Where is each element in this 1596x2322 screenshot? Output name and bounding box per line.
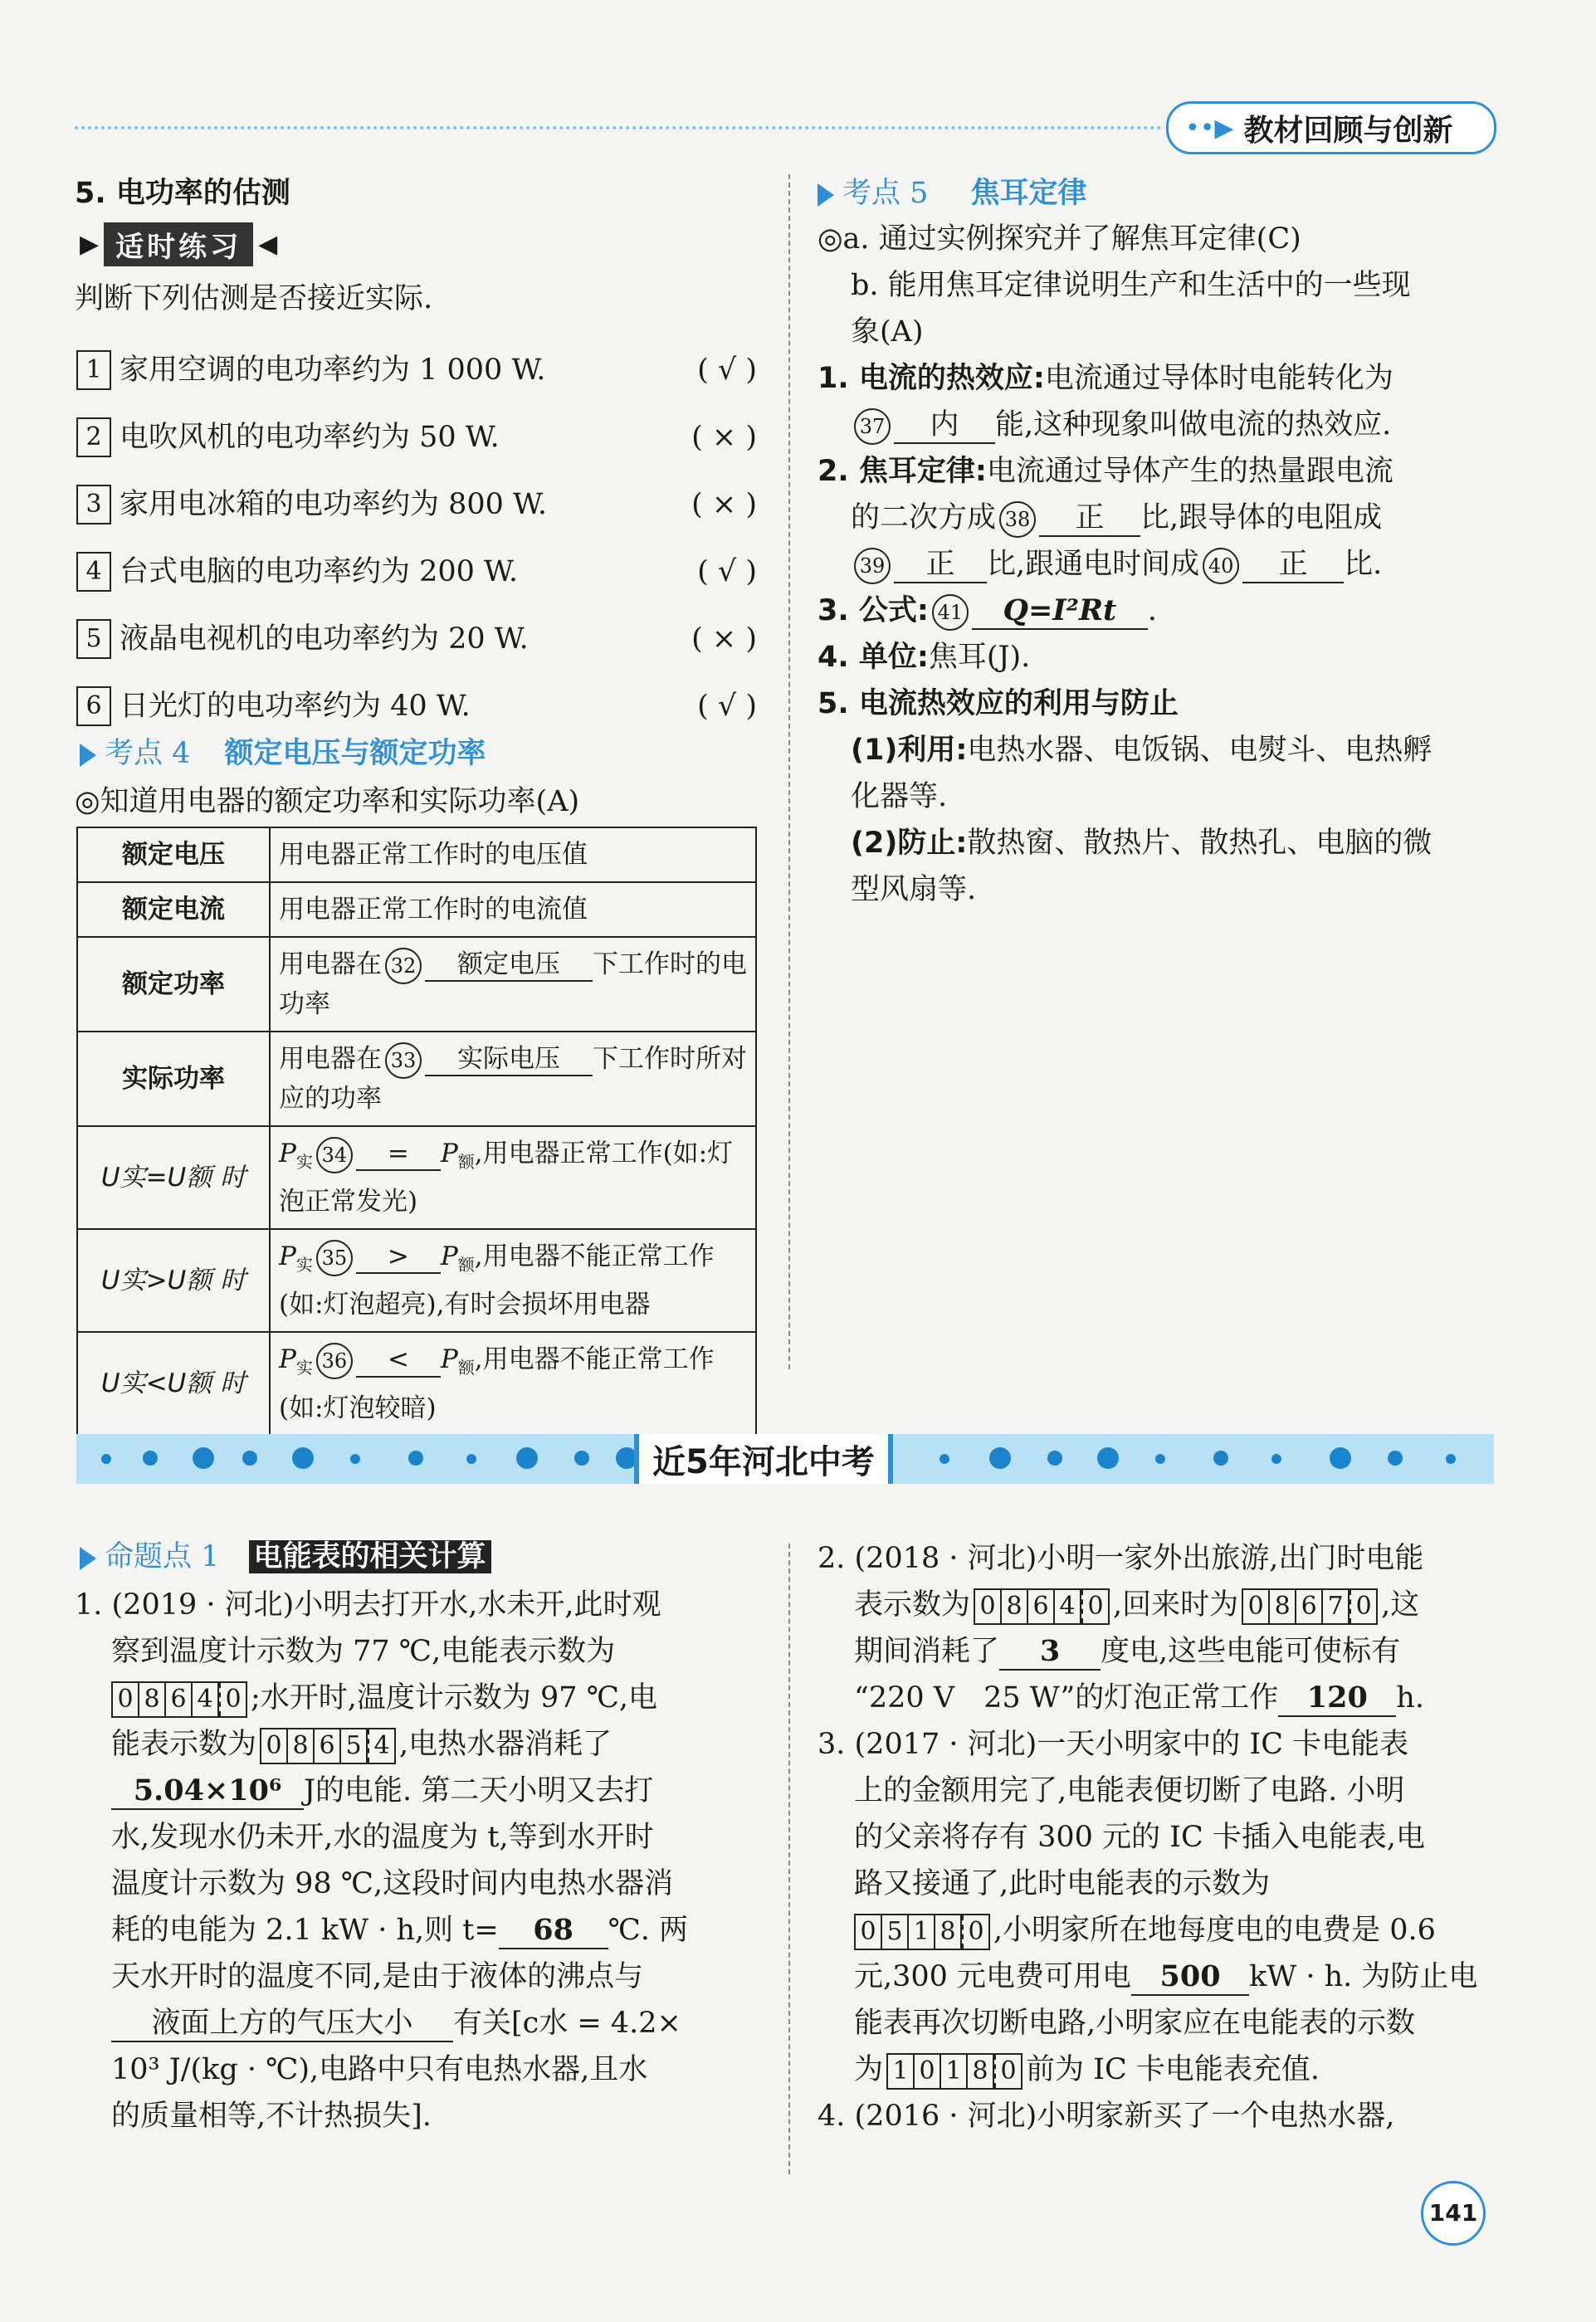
q1-line bbox=[75, 2000, 755, 2046]
p5-use bbox=[851, 727, 1432, 773]
list-item bbox=[76, 471, 757, 538]
p5-use-label: (1)利用: bbox=[851, 734, 968, 767]
q2-line bbox=[818, 1675, 1498, 1721]
kp5-goal-a: ◎a. 通过实例探究并了解焦耳定律(C) bbox=[818, 222, 1301, 256]
item-text: 家用空调的电功率约为 1 000 W. bbox=[120, 353, 546, 387]
table-cell: 用电器正常工作时的电压值 bbox=[270, 827, 756, 882]
q2-text: 期间消耗了 bbox=[854, 1635, 1000, 1668]
q3-line bbox=[818, 2046, 1498, 2093]
kp4-heading bbox=[80, 730, 486, 777]
kp5-triangle-icon bbox=[818, 183, 834, 207]
p3-line: 3. 公式: 41 Q=I²Rt . bbox=[818, 588, 1157, 634]
answer-blank: 120 bbox=[1278, 1681, 1396, 1717]
column-divider-top bbox=[788, 174, 790, 1369]
p1-label: 1. 电流的热效应: bbox=[818, 362, 1045, 395]
banner-dot bbox=[1155, 1454, 1165, 1464]
answer-blank: 内 bbox=[894, 407, 995, 444]
p2-text: 电流通过导体产生的热量跟电流 bbox=[986, 455, 1393, 488]
q3-text: ,小明家所在地每度电的电费是 0.6 bbox=[993, 1914, 1436, 1947]
p2-mid: 比,跟通电时间成 bbox=[987, 548, 1200, 581]
q3-text: 前为 IC 卡电能表充值. bbox=[1026, 2053, 1320, 2086]
kp5-label: 考点 5 bbox=[842, 177, 929, 210]
meter-reading: 0 8 6 5 4 bbox=[260, 1728, 396, 1764]
table-head: 额定电流 bbox=[77, 882, 270, 937]
answer-blank: 正 bbox=[1242, 547, 1344, 583]
item-text: 电吹风机的电功率约为 50 W. bbox=[120, 420, 500, 454]
item-number: 3 bbox=[76, 485, 111, 524]
kp4-goal: ◎知道用电器的额定功率和实际功率(A) bbox=[75, 785, 580, 818]
table-row bbox=[77, 1229, 756, 1332]
table-row bbox=[77, 1032, 756, 1126]
q1-line bbox=[75, 1768, 755, 1814]
banner-dot bbox=[1271, 1454, 1281, 1464]
list-item bbox=[76, 672, 757, 739]
q1-text: ℃. 两 bbox=[608, 1914, 689, 1947]
p5-use-2: 化器等. bbox=[851, 780, 948, 813]
q1-line: 1. (2019 · 河北)小明去打开水,水未开,此时观 bbox=[75, 1588, 661, 1622]
answer-blank: 500 bbox=[1131, 1959, 1249, 1996]
list-item bbox=[76, 403, 757, 471]
p4-label: 4. 单位: bbox=[818, 641, 929, 674]
banner-dot bbox=[989, 1447, 1011, 1469]
banner-dot bbox=[940, 1454, 949, 1464]
kp5-goal-b2: 象(A) bbox=[851, 315, 924, 349]
answer-number: 32 bbox=[385, 948, 422, 984]
topic1-title: 电能表的相关计算 bbox=[249, 1540, 491, 1573]
answer-number: 39 bbox=[854, 548, 891, 584]
list-item bbox=[76, 538, 757, 605]
p2-post: 比,跟导体的电阻成 bbox=[1140, 501, 1383, 534]
cell-post: ,用电器不能正常工作(如:灯泡较暗) bbox=[279, 1344, 715, 1423]
answer-blank: 正 bbox=[1039, 500, 1140, 537]
kp5-heading bbox=[818, 170, 1087, 217]
p5-prevent-2: 型风扇等. bbox=[851, 873, 977, 906]
banner-title-box bbox=[634, 1434, 893, 1484]
table-row bbox=[77, 882, 756, 937]
cell-pre: 用电器在 bbox=[279, 1044, 382, 1074]
banner-dot bbox=[1047, 1451, 1062, 1466]
p2-end: 比. bbox=[1344, 548, 1383, 581]
answer-blank: 额定电压 bbox=[425, 949, 593, 982]
answer-blank: 5.04×10⁶ bbox=[111, 1773, 304, 1810]
banner-dot bbox=[1097, 1447, 1119, 1469]
practice-label bbox=[80, 222, 277, 266]
banner-dot bbox=[1213, 1451, 1228, 1466]
item-number: 1 bbox=[76, 350, 111, 390]
answer-number: 36 bbox=[316, 1343, 353, 1379]
answer-blank: < bbox=[356, 1344, 441, 1377]
item-answer: ( × ) bbox=[691, 420, 757, 454]
cell-post: 下工作时所对应的功率 bbox=[279, 1044, 747, 1114]
p2-label: 2. 焦耳定律: bbox=[818, 455, 987, 488]
item-number: 6 bbox=[76, 686, 111, 726]
q1-text: 耗的电能为 2.1 kW · h,则 t= bbox=[111, 1914, 499, 1947]
item-text: 家用电冰箱的电功率约为 800 W. bbox=[120, 487, 548, 521]
answer-blank: 3 bbox=[999, 1634, 1101, 1671]
q2-text: 表示数为 bbox=[854, 1588, 971, 1622]
item-number: 4 bbox=[76, 552, 111, 592]
kp4-title: 额定电压与额定功率 bbox=[224, 737, 486, 770]
list-item bbox=[76, 336, 757, 403]
p2-line1 bbox=[818, 448, 1393, 495]
p2-pre: 的二次方成 bbox=[851, 501, 997, 534]
answer-number: 38 bbox=[999, 501, 1036, 538]
item-text: 台式电脑的电功率约为 200 W. bbox=[120, 554, 519, 588]
kp5-title: 焦耳定律 bbox=[970, 177, 1087, 210]
topic1-heading bbox=[80, 1534, 491, 1580]
table-head: U实=U额 时 bbox=[77, 1126, 270, 1229]
header-arrow-icon: ••▶ bbox=[1185, 113, 1234, 143]
q1-line bbox=[75, 1721, 755, 1768]
s5-title: 5. 电功率的估测 bbox=[75, 177, 290, 210]
p1-line1 bbox=[818, 355, 1393, 402]
q1-line: 的质量相等,不计热损失]. bbox=[111, 2100, 432, 2133]
q2-text: ,这 bbox=[1381, 1588, 1420, 1622]
answer-number: 41 bbox=[932, 594, 969, 631]
meter-reading: 1 0 1 8 0 bbox=[886, 2053, 1023, 2090]
banner-title: 近5年河北中考 bbox=[652, 1442, 875, 1481]
q3-line: 的父亲将存有 300 元的 IC 卡插入电能表,电 bbox=[854, 1821, 1426, 1854]
table-row bbox=[77, 1126, 756, 1229]
practice-prompt: 判断下列估测是否接近实际. bbox=[75, 282, 433, 315]
table-cell: $P_实$ $36 < P_额$,用电器不能正常工作(如:灯泡较暗) bbox=[270, 1332, 756, 1435]
p5-prevent bbox=[851, 820, 1432, 866]
q2-q4-block bbox=[818, 1535, 1498, 2139]
p1-text: 电流通过导体时电能转化为 bbox=[1044, 362, 1393, 395]
banner-dot bbox=[1330, 1447, 1351, 1469]
q3-text: kW · h. 为防止电 bbox=[1249, 1960, 1478, 1993]
p5-title: 5. 电流热效应的利用与防止 bbox=[818, 687, 1179, 720]
banner-dot bbox=[292, 1447, 314, 1469]
q1-text: ,电热水器消耗了 bbox=[399, 1728, 613, 1761]
q1-line: 温度计示数为 98 ℃,这段时间内电热水器消 bbox=[111, 1867, 674, 1900]
banner-dot bbox=[574, 1451, 589, 1466]
p4-text: 焦耳(J). bbox=[928, 641, 1031, 674]
table-cell: 用电器正常工作时的电流值 bbox=[270, 882, 756, 937]
q3-line: 能表再次切断电路,小明家应在电能表的示数 bbox=[854, 2007, 1416, 2040]
p5-prevent-label: (2)防止: bbox=[851, 827, 968, 860]
header-tab bbox=[1166, 101, 1496, 154]
table-head: 额定电压 bbox=[77, 827, 270, 882]
item-answer: ( √ ) bbox=[697, 353, 757, 387]
table-head: U实>U额 时 bbox=[77, 1229, 270, 1332]
p4-line bbox=[818, 634, 1030, 681]
banner-dot bbox=[242, 1451, 257, 1466]
q2-line: 2. (2018 · 河北)小明一家外出旅游,出门时电能 bbox=[818, 1542, 1424, 1575]
q3-line: 路又接通了,此时电能表的示数为 bbox=[854, 1867, 1271, 1900]
topic1-label: 命题点 1 bbox=[105, 1540, 220, 1573]
q1-line: 10³ J/(kg · ℃),电路中只有电热水器,且水 bbox=[111, 2053, 648, 2086]
meter-reading: 0 8 6 4 0 bbox=[111, 1681, 247, 1718]
item-answer: ( √ ) bbox=[697, 554, 757, 588]
column-divider-bottom bbox=[788, 1544, 790, 2174]
q2-text: 度电,这些电能可使标有 bbox=[1101, 1635, 1401, 1668]
banner-dot bbox=[466, 1454, 476, 1464]
table-head: 实际功率 bbox=[77, 1032, 270, 1126]
answer-number: 37 bbox=[854, 408, 891, 445]
q1-block bbox=[75, 1582, 755, 2139]
table-cell bbox=[270, 1032, 756, 1126]
cell-post: ,用电器不能正常工作(如:灯泡超亮),有时会损坏用电器 bbox=[279, 1241, 715, 1320]
kp4-label: 考点 4 bbox=[105, 737, 191, 770]
q3-text: 为 bbox=[854, 2053, 884, 2086]
meter-reading: 0 8 6 7 0 bbox=[1242, 1588, 1378, 1625]
answer-number: 35 bbox=[316, 1240, 353, 1276]
q1-text: 能表示数为 bbox=[111, 1728, 257, 1761]
answer-blank: 实际电压 bbox=[425, 1044, 593, 1076]
section-banner bbox=[76, 1434, 1494, 1484]
table-row bbox=[77, 937, 756, 1032]
banner-dot bbox=[101, 1454, 111, 1464]
q2-text: h. bbox=[1396, 1681, 1424, 1715]
answer-blank: > bbox=[356, 1241, 441, 1274]
answer-blank: = bbox=[356, 1139, 441, 1171]
banner-dot bbox=[1446, 1454, 1456, 1464]
answer-number: 33 bbox=[385, 1042, 422, 1079]
table-cell bbox=[270, 937, 756, 1032]
table-row bbox=[77, 1332, 756, 1435]
meter-reading: 0 5 1 8 0 bbox=[854, 1914, 990, 1950]
q3-line: 3. (2017 · 河北)一天小明家中的 IC 卡电能表 bbox=[818, 1728, 1409, 1761]
banner-dot bbox=[516, 1447, 538, 1469]
section-title: 教材回顾与创新 bbox=[1243, 113, 1453, 148]
header-dotted-rule bbox=[75, 126, 1162, 129]
cell-pre: 用电器在 bbox=[279, 949, 382, 979]
practice-left-arrow-icon: ▶ bbox=[80, 229, 100, 259]
banner-dot bbox=[350, 1454, 360, 1464]
q2-text: ,回来时为 bbox=[1113, 1588, 1239, 1622]
q3-text: 元,300 元电费可用电 bbox=[854, 1960, 1132, 1993]
kp4-triangle-icon bbox=[80, 744, 96, 767]
p5-prevent-text: 散热窗、散热片、散热孔、电脑的微 bbox=[967, 827, 1432, 860]
q1-text: 有关[c水 = 4.2× bbox=[453, 2007, 681, 2040]
item-text: 液晶电视机的电功率约为 20 W. bbox=[120, 622, 529, 656]
p1-post: 能,这种现象叫做电流的热效应. bbox=[995, 408, 1392, 441]
rated-table bbox=[76, 827, 757, 1437]
q4-line: 4. (2016 · 河北)小明家新买了一个电热水器, bbox=[818, 2100, 1395, 2133]
p3-label: 3. 公式: bbox=[818, 594, 929, 627]
list-item bbox=[76, 605, 757, 672]
topic1-triangle-icon bbox=[80, 1547, 96, 1570]
item-answer: ( √ ) bbox=[697, 689, 757, 723]
banner-dot bbox=[193, 1447, 214, 1469]
table-row bbox=[77, 827, 756, 882]
item-text: 日光灯的电功率约为 40 W. bbox=[120, 689, 471, 723]
table-cell: $P_实$ $35 > P_额$,用电器不能正常工作(如:灯泡超亮),有时会损坏用电器 bbox=[270, 1229, 756, 1332]
answer-blank: 正 bbox=[894, 547, 987, 583]
practice-right-arrow-icon: ◀ bbox=[258, 229, 278, 259]
q1-line: 天水开时的温度不同,是由于液体的沸点与 bbox=[111, 1960, 644, 1993]
p2-line2 bbox=[851, 495, 1382, 541]
q2-line bbox=[818, 1628, 1498, 1675]
page-number: 141 bbox=[1421, 2181, 1486, 2246]
banner-dot bbox=[408, 1451, 423, 1466]
q1-line: 察到温度计示数为 77 ℃,电能表示数为 bbox=[111, 1635, 616, 1668]
kp5-goal-b1: b. 能用焦耳定律说明生产和生活中的一些现 bbox=[851, 269, 1411, 302]
item-answer: ( × ) bbox=[691, 622, 757, 656]
formula-blank: Q=I²Rt bbox=[972, 593, 1148, 630]
answer-number: 34 bbox=[316, 1137, 353, 1173]
answer-number: 40 bbox=[1203, 548, 1239, 584]
item-answer: ( × ) bbox=[691, 487, 757, 521]
q3-line: 上的金额用完了,电能表便切断了电路. 小明 bbox=[854, 1774, 1405, 1807]
table-head: U实<U额 时 bbox=[77, 1332, 270, 1435]
answer-blank: 液面上方的气压大小 bbox=[111, 2006, 453, 2042]
q2-line bbox=[818, 1582, 1498, 1628]
q1-line: 水,发现水仍未开,水的温度为 t,等到水开时 bbox=[111, 1821, 654, 1854]
item-number: 2 bbox=[76, 417, 111, 457]
p2-line3 bbox=[851, 541, 1382, 588]
item-number: 5 bbox=[76, 619, 111, 659]
answer-blank: 68 bbox=[499, 1913, 608, 1949]
banner-dot bbox=[1388, 1451, 1403, 1466]
cell-post: 下工作时的电功率 bbox=[279, 949, 747, 1019]
q1-line bbox=[75, 1907, 755, 1954]
p5-use-text: 电热水器、电饭锅、电熨斗、电热孵 bbox=[967, 734, 1432, 767]
p1-line2 bbox=[851, 402, 1391, 448]
q1-line bbox=[75, 1675, 755, 1721]
table-head: 额定功率 bbox=[77, 937, 270, 1032]
banner-dot bbox=[143, 1451, 158, 1466]
practice-list bbox=[76, 336, 757, 739]
table-cell: $P_实$ $34 = P_额$,用电器正常工作(如:灯泡正常发光) bbox=[270, 1126, 756, 1229]
q2-text: “220 V 25 W”的灯泡正常工作 bbox=[854, 1681, 1279, 1715]
q1-text: ;水开时,温度计示数为 97 ℃,电 bbox=[251, 1681, 657, 1715]
practice-label-text: 适时练习 bbox=[104, 222, 253, 266]
q1-text: J的电能. 第二天小明又去打 bbox=[304, 1774, 654, 1807]
cell-post: ,用电器正常工作(如:灯泡正常发光) bbox=[279, 1139, 734, 1217]
meter-reading: 0 8 6 4 0 bbox=[974, 1588, 1110, 1625]
q3-line bbox=[818, 1907, 1498, 1954]
q3-line bbox=[818, 1954, 1498, 2000]
